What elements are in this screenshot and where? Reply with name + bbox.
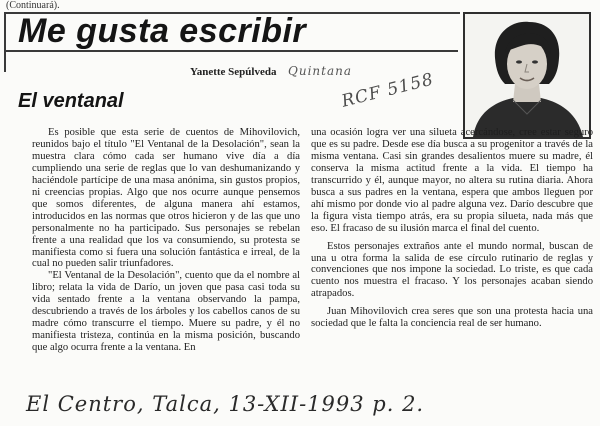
handwritten-source-note: El Centro, Talca, 13-XII-1993 p. 2. [26, 392, 425, 416]
article-paragraph: "El Ventanal de la Desolación", cuento que da el nombre al libro; relata la vida de Darío, un joven que pasa casi toda su vida sentado frente a la ventana observando la pampa, descubriendo a través de los árboles y los cabellos canos de su madre cómo transcurre el tiempo. Muere su padre, y él no manifiesta tristeza, continúa en la misma posición, buscando que algo ocurra frente a la ventana. En [32, 270, 300, 354]
handwritten-catalog-mark: RCF 5158 [339, 69, 436, 112]
section-title: Me gusta escribir [18, 12, 307, 50]
article-column-right [311, 127, 593, 330]
article-title: El ventanal [18, 90, 124, 112]
continued-note: (Continuará). [6, 0, 60, 11]
article-paragraph: una ocasión logra ver una silueta acercándose, cree estar seguro que es su padre. Desde ese día busca a su progenitor a través de la misma ventana. Casi sin grandes desalientos muere su madre, él conserva la misma actitud frente a la vida. El tiempo ha transcurrido y él, aunque mayor, no altera su rutina diaria. Ahora busca a sus padres en la ventana, espera que ambos lleguen por ahí mismo por donde vio al padre alguna vez. Darío descubre que la figura vista tiempo atrás, era su propia silueta, nada más que eso. El fracaso de su ilusión marca el final del cuento. [311, 127, 593, 234]
article-paragraph: Es posible que esta serie de cuentos de Mihovilovich, reunidos bajo el título "El Ventanal de la Desolación", sean la muestra clara cómo cada ser humano vive día a día cumpliendo una serie de reglas que lo van deshumanizando y haciéndole partícipe de una masa anónima, sin gustos propios, ni creencias propias. Algo que nos ocurre aunque pensemos que somos diferentes, de alguna manera ahí estamos, introducidos en las normas que otros hicieron y de las que uno personalmente no ha participado. Sus personajes se rebelan frente a una realidad que los va consumiendo, su protesta se manifiesta como si fuera una solución fantástica e irreal, de la cual no pueden salir triunfadores. [32, 127, 300, 270]
title-divider [6, 50, 458, 52]
author-photo [463, 12, 591, 139]
author-byline: Yanette Sepúlveda [190, 66, 277, 78]
author-portrait-image [465, 14, 589, 137]
handwritten-surname: Quintana [288, 64, 352, 78]
frame-border-left [4, 12, 6, 72]
article-column-left [32, 127, 300, 354]
article-paragraph: Juan Mihovilovich crea seres que son una protesta hacia una sociedad que le falta la conciencia real de ser humano. [311, 306, 593, 330]
article-paragraph: Estos personajes extraños ante el mundo normal, buscan de una u otra forma la salida de ese círculo rutinario de reglas y convenciones que nos impone la sociedad. Lo triste, es que cada cuento nos muestra el fracaso. Y los personajes acaban siendo atrapados. [311, 240, 593, 300]
